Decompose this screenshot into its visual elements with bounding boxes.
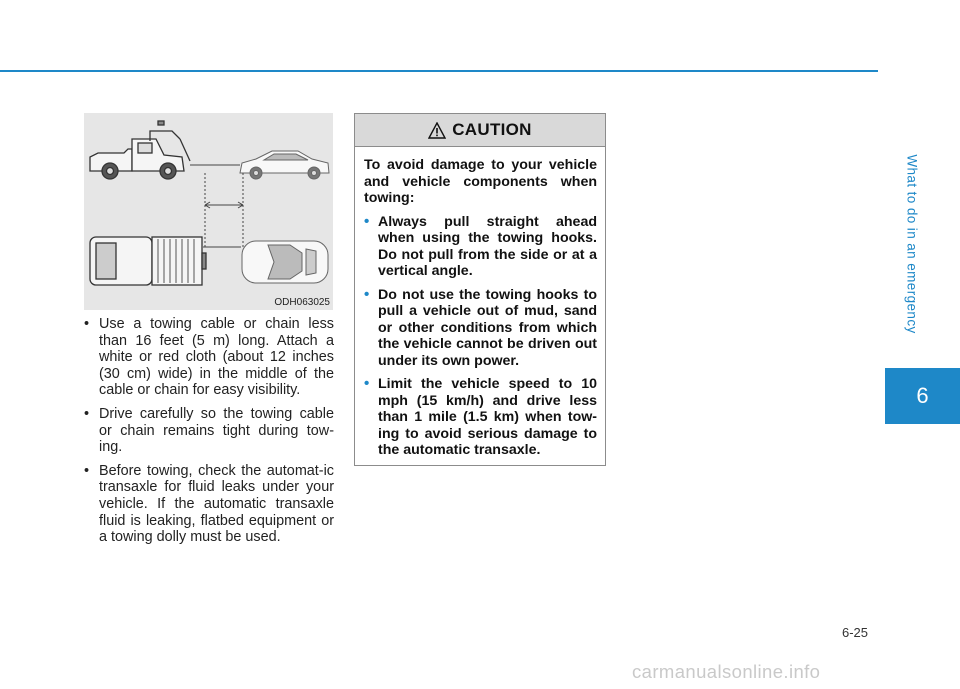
tow-truck-side-icon — [90, 121, 190, 179]
list-item: • Do not use the towing hooks to pull a vehicle out of mud, sand or other conditions from which the vehicle cannot be driven out under its own power. — [364, 287, 597, 370]
tow-cable-lines — [190, 165, 243, 248]
page-number: 6-25 — [842, 625, 869, 640]
warning-triangle-icon — [428, 122, 446, 139]
caution-header — [355, 114, 605, 147]
list-item: • Always pull straight ahead when using the towing hooks. Do not pull from the side or at a vertical angle. — [364, 214, 597, 280]
caution-title: CAUTION — [452, 120, 532, 139]
caution-intro: To avoid damage to your vehicle and vehicle components when towing: — [364, 157, 597, 206]
towing-illustration — [84, 113, 333, 310]
list-item: • Drive carefully so the towing cable or chain remains tight during tow-ing. — [82, 406, 334, 456]
towing-instructions-list — [82, 316, 334, 553]
top-rule — [0, 70, 878, 72]
list-item: • Limit the vehicle speed to 10 mph (15 km/h) and drive less than 1 mile (1.5 km) when tow-ing to avoid serious damage to the automatic transaxle. — [364, 376, 597, 459]
caution-list — [364, 214, 597, 459]
caution-body — [355, 147, 605, 459]
caution-box — [354, 113, 606, 466]
list-item: • Use a towing cable or chain less than 16 feet (5 m) long. Attach a white or red cloth (about 12 inches (30 cm) wide) in the middle of the cable or chain for easy visibility. — [82, 316, 334, 399]
tow-truck-and-car-diagram — [84, 113, 333, 310]
chapter-tab[interactable] — [885, 368, 960, 424]
chapter-number: 6 — [916, 383, 929, 408]
towed-car-side-icon — [240, 151, 329, 179]
tow-truck-top-icon — [90, 237, 206, 285]
figure-code: ODH063025 — [274, 297, 330, 308]
section-title: What to do in an emergency — [904, 154, 920, 334]
list-item: • Before towing, check the automat-ic transaxle for fluid leaks under your vehicle. If the automatic transaxle fluid is leaking, flatbed equipment or a towing dolly must be used. — [82, 463, 334, 546]
watermark: carmanualsonline.info — [632, 661, 821, 682]
towed-car-top-icon — [242, 241, 328, 283]
